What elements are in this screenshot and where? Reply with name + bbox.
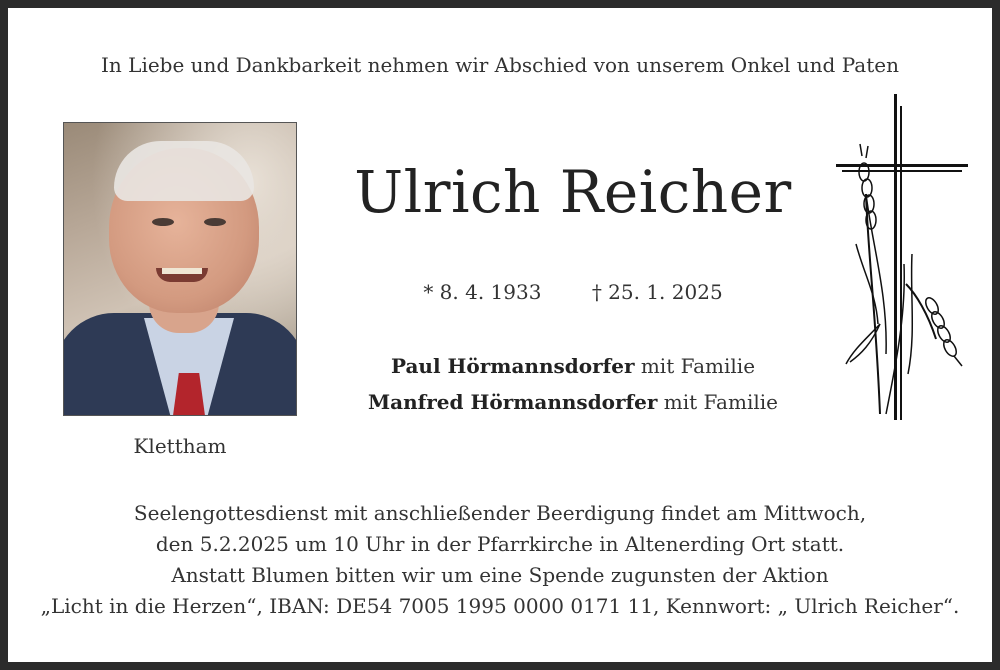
deceased-name: Ulrich Reicher	[354, 158, 792, 226]
mourner-suffix: mit Familie	[640, 354, 756, 378]
place-of-residence: Klettham	[133, 434, 227, 458]
intro-text: In Liebe und Dankbarkeit nehmen wir Abschied von unserem Onkel und Paten	[101, 53, 899, 77]
mourner-line	[308, 390, 838, 414]
service-information	[8, 498, 992, 622]
service-line: den 5.2.2025 um 10 Uhr in der Pfarrkirche in Altenerding Ort statt.	[155, 532, 845, 556]
death-date: † 25. 1. 2025	[591, 280, 723, 304]
service-line: Anstatt Blumen bitten wir um eine Spende zugunsten der Aktion	[171, 563, 829, 587]
service-line: Seelengottesdienst mit anschließender Beerdigung findet am Mittwoch,	[133, 501, 867, 525]
mourner-name: Manfred Hörmannsdorfer	[368, 390, 658, 414]
obituary-notice	[8, 8, 992, 662]
birth-date: * 8. 4. 1933	[423, 280, 542, 304]
mourner-name: Paul Hörmannsdorfer	[390, 354, 635, 378]
mourner-line	[308, 354, 838, 378]
life-dates	[308, 280, 838, 304]
mourner-suffix: mit Familie	[663, 390, 778, 414]
cross-with-wheat-icon	[836, 94, 968, 424]
portrait-photo	[63, 122, 297, 416]
donation-line: „Licht in die Herzen“, IBAN: DE54 7005 1995 0000 0171 11, Kennwort: „ Ulrich Reicher“.	[40, 594, 960, 618]
